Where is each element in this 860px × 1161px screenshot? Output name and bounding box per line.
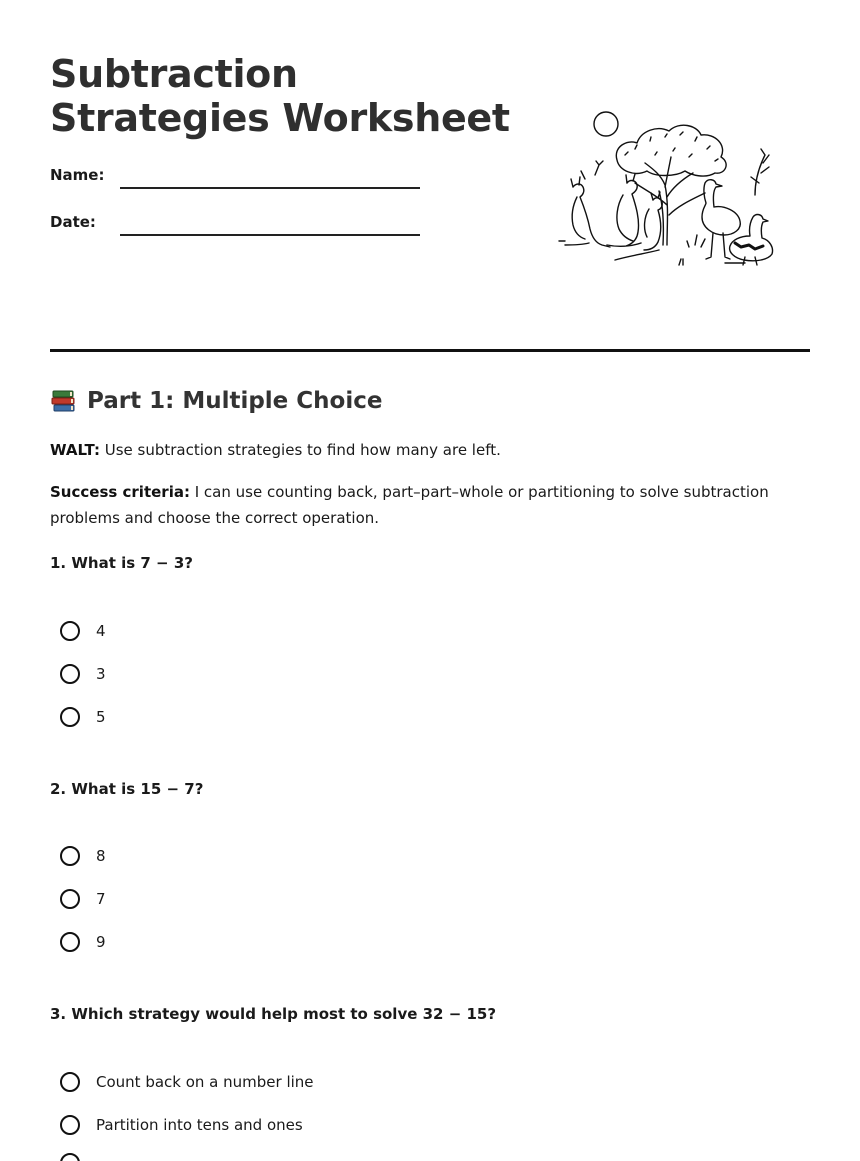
- question-3: 3. Which strategy would help most to solve 32 − 15?: [50, 1005, 497, 1023]
- radio-button[interactable]: [60, 846, 80, 866]
- option-label: 3: [96, 665, 106, 683]
- section-divider: [50, 349, 810, 352]
- radio-button[interactable]: [60, 707, 80, 727]
- radio-button[interactable]: [60, 1115, 80, 1135]
- name-field[interactable]: [120, 187, 420, 189]
- walt-text: Use subtraction strategies to find how many are left.: [104, 441, 501, 459]
- part1-heading-text: Part 1: Multiple Choice: [87, 388, 383, 414]
- radio-button[interactable]: [60, 1153, 80, 1161]
- radio-button[interactable]: [60, 932, 80, 952]
- question-1: 1. What is 7 − 3?: [50, 554, 193, 572]
- part1-heading: [50, 388, 382, 414]
- question-3-option-3-partial[interactable]: [60, 1150, 96, 1161]
- question-2-option-1[interactable]: [60, 843, 106, 869]
- question-2-option-2[interactable]: [60, 886, 106, 912]
- question-1-option-2[interactable]: [60, 661, 106, 687]
- books-icon: [50, 388, 77, 414]
- option-label: 8: [96, 847, 106, 865]
- walt-paragraph: [50, 437, 810, 463]
- option-label: 9: [96, 933, 106, 951]
- radio-button[interactable]: [60, 664, 80, 684]
- radio-button[interactable]: [60, 1072, 80, 1092]
- option-label: 7: [96, 890, 106, 908]
- success-criteria-text: I can use counting back, part–part–whole or partitioning to solve subtraction problems and choose the correct operation.: [50, 483, 769, 527]
- question-2-option-3[interactable]: [60, 929, 106, 955]
- kangaroo-emu-illustration: [555, 105, 785, 270]
- page-title: Subtraction Strategies Worksheet: [50, 52, 510, 140]
- option-label: Partition into tens and ones: [96, 1116, 303, 1134]
- radio-button[interactable]: [60, 889, 80, 909]
- question-1-option-1[interactable]: [60, 618, 106, 644]
- date-field[interactable]: [120, 234, 420, 236]
- sun-icon: [594, 112, 618, 136]
- name-label: Name:: [50, 166, 105, 184]
- question-3-option-1[interactable]: [60, 1069, 314, 1095]
- question-3-option-2[interactable]: [60, 1112, 303, 1138]
- success-criteria-paragraph: [50, 479, 810, 531]
- walt-label: WALT:: [50, 441, 100, 459]
- option-label: Count back on a number line: [96, 1073, 314, 1091]
- option-label: 5: [96, 708, 106, 726]
- success-criteria-label: Success criteria:: [50, 483, 190, 501]
- question-1-option-3[interactable]: [60, 704, 106, 730]
- radio-button[interactable]: [60, 621, 80, 641]
- option-label: 4: [96, 622, 106, 640]
- date-label: Date:: [50, 213, 96, 231]
- question-2: 2. What is 15 − 7?: [50, 780, 204, 798]
